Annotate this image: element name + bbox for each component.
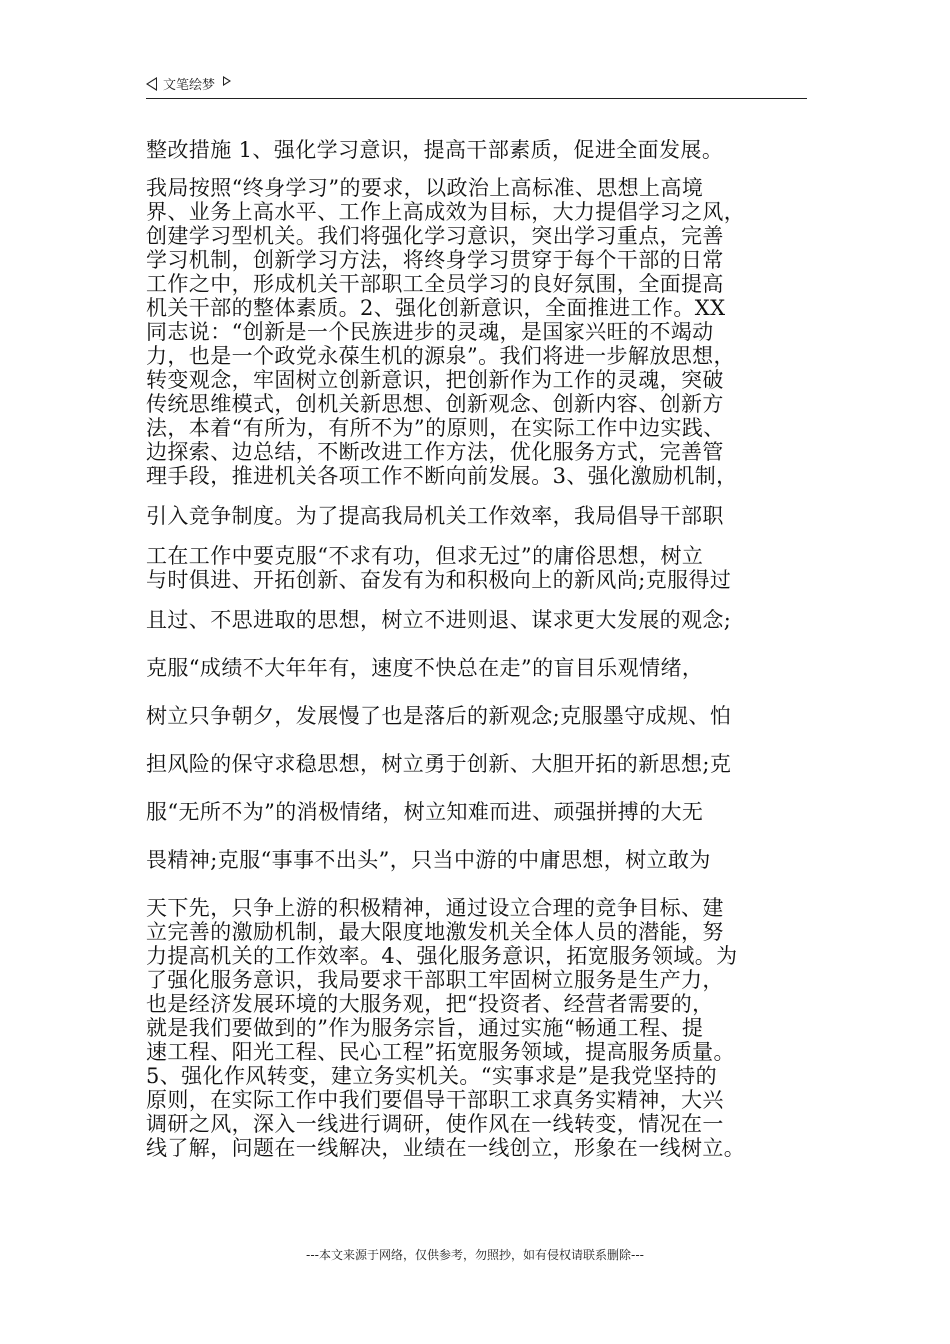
text-line: 树立只争朝夕，发展慢了也是落后的新观念;克服墨守成规、怕	[146, 704, 732, 728]
text-line: 工在工作中要克服“不求有功，但求无过”的庸俗思想，树立	[146, 544, 704, 568]
text-line: 担风险的保守求稳思想，树立勇于创新、大胆开拓的新思想;克	[146, 752, 732, 776]
text-line: 原则，在实际工作中我们要倡导干部职工求真务实精神，大兴	[146, 1088, 724, 1112]
footer-disclaimer: ---本文来源于网络，仅供参考，勿照抄，如有侵权请联系删除---	[306, 1248, 644, 1262]
text-line: 同志说：“创新是一个民族进步的灵魂，是国家兴旺的不竭动	[146, 320, 714, 344]
text-line: 5、强化作风转变，建立务实机关。“实事求是”是我党坚持的	[146, 1064, 718, 1088]
text-line: 传统思维模式，创机关新思想、创新观念、创新内容、创新方	[146, 392, 724, 416]
text-line: 力，也是一个政党永葆生机的源泉”。我们将进一步解放思想，	[146, 344, 735, 368]
text-line: 与时俱进、开拓创新、奋发有为和积极向上的新风尚;克服得过	[146, 568, 732, 592]
text-line: 也是经济发展环境的大服务观，把“投资者、经营者需要的，	[146, 992, 714, 1016]
text-line: 学习机制，创新学习方法，将终身学习贯穿于每个干部的日常	[146, 248, 724, 272]
text-line: 理手段，推进机关各项工作不断向前发展。3、强化激励机制，	[146, 464, 738, 488]
text-line: 立完善的激励机制，最大限度地激发机关全体人员的潜能，努	[146, 920, 724, 944]
text-line: 且过、不思进取的思想，树立不进则退、谋求更大发展的观念;	[146, 608, 732, 632]
text-line: 转变观念，牢固树立创新意识，把创新作为工作的灵魂，突破	[146, 368, 724, 392]
text-line: 我局按照“终身学习”的要求，以政治上高标准、思想上高境	[146, 176, 704, 200]
text-line: 服“无所不为”的消极情绪，树立知难而进、顽强拼搏的大无	[146, 800, 704, 824]
text-line: 法，本着“有所为，有所不为”的原则，在实际工作中边实践、	[146, 416, 725, 440]
triangle-left-icon	[146, 77, 157, 91]
text-line: 畏精神;克服“事事不出头”，只当中游的中庸思想，树立敢为	[146, 848, 711, 872]
header-brand: 文笔绘梦	[163, 78, 216, 93]
text-line: 机关干部的整体素质。2、强化创新意识，全面推进工作。XX	[146, 296, 726, 320]
text-line: 界、业务上高水平、工作上高成效为目标，大力提倡学习之风，	[146, 200, 746, 224]
text-line: 整改措施 1、强化学习意识，提高干部素质，促进全面发展。	[146, 138, 724, 162]
text-line: 就是我们要做到的”作为服务宗旨，通过实施“畅通工程、提	[146, 1016, 704, 1040]
text-line: 速工程、阳光工程、民心工程”拓宽服务领域，提高服务质量。	[146, 1040, 735, 1064]
text-line: 了强化服务意识，我局要求干部职工牢固树立服务是生产力，	[146, 968, 724, 992]
text-line: 工作之中，形成机关干部职工全员学习的良好氛围，全面提高	[146, 272, 724, 296]
text-line: 引入竞争制度。为了提高我局机关工作效率，我局倡导干部职	[146, 504, 724, 528]
text-line: 调研之风，深入一线进行调研，使作风在一线转变，情况在一	[146, 1112, 724, 1136]
text-line: 天下先，只争上游的积极精神，通过设立合理的竞争目标、建	[146, 896, 724, 920]
header-brand-group	[146, 74, 231, 93]
text-line: 克服“成绩不大年年有，速度不快总在走”的盲目乐观情绪，	[146, 656, 704, 680]
text-line: 线了解，问题在一线解决，业绩在一线创立，形象在一线树立。	[146, 1136, 746, 1160]
text-line: 创建学习型机关。我们将强化学习意识，突出学习重点，完善	[146, 224, 724, 248]
page-header	[146, 70, 807, 99]
text-line: 力提高机关的工作效率。4、强化服务意识，拓宽服务领域。为	[146, 944, 738, 968]
triangle-right-icon	[223, 76, 231, 86]
text-line: 边探索、边总结，不断改进工作方法，优化服务方式，完善管	[146, 440, 724, 464]
